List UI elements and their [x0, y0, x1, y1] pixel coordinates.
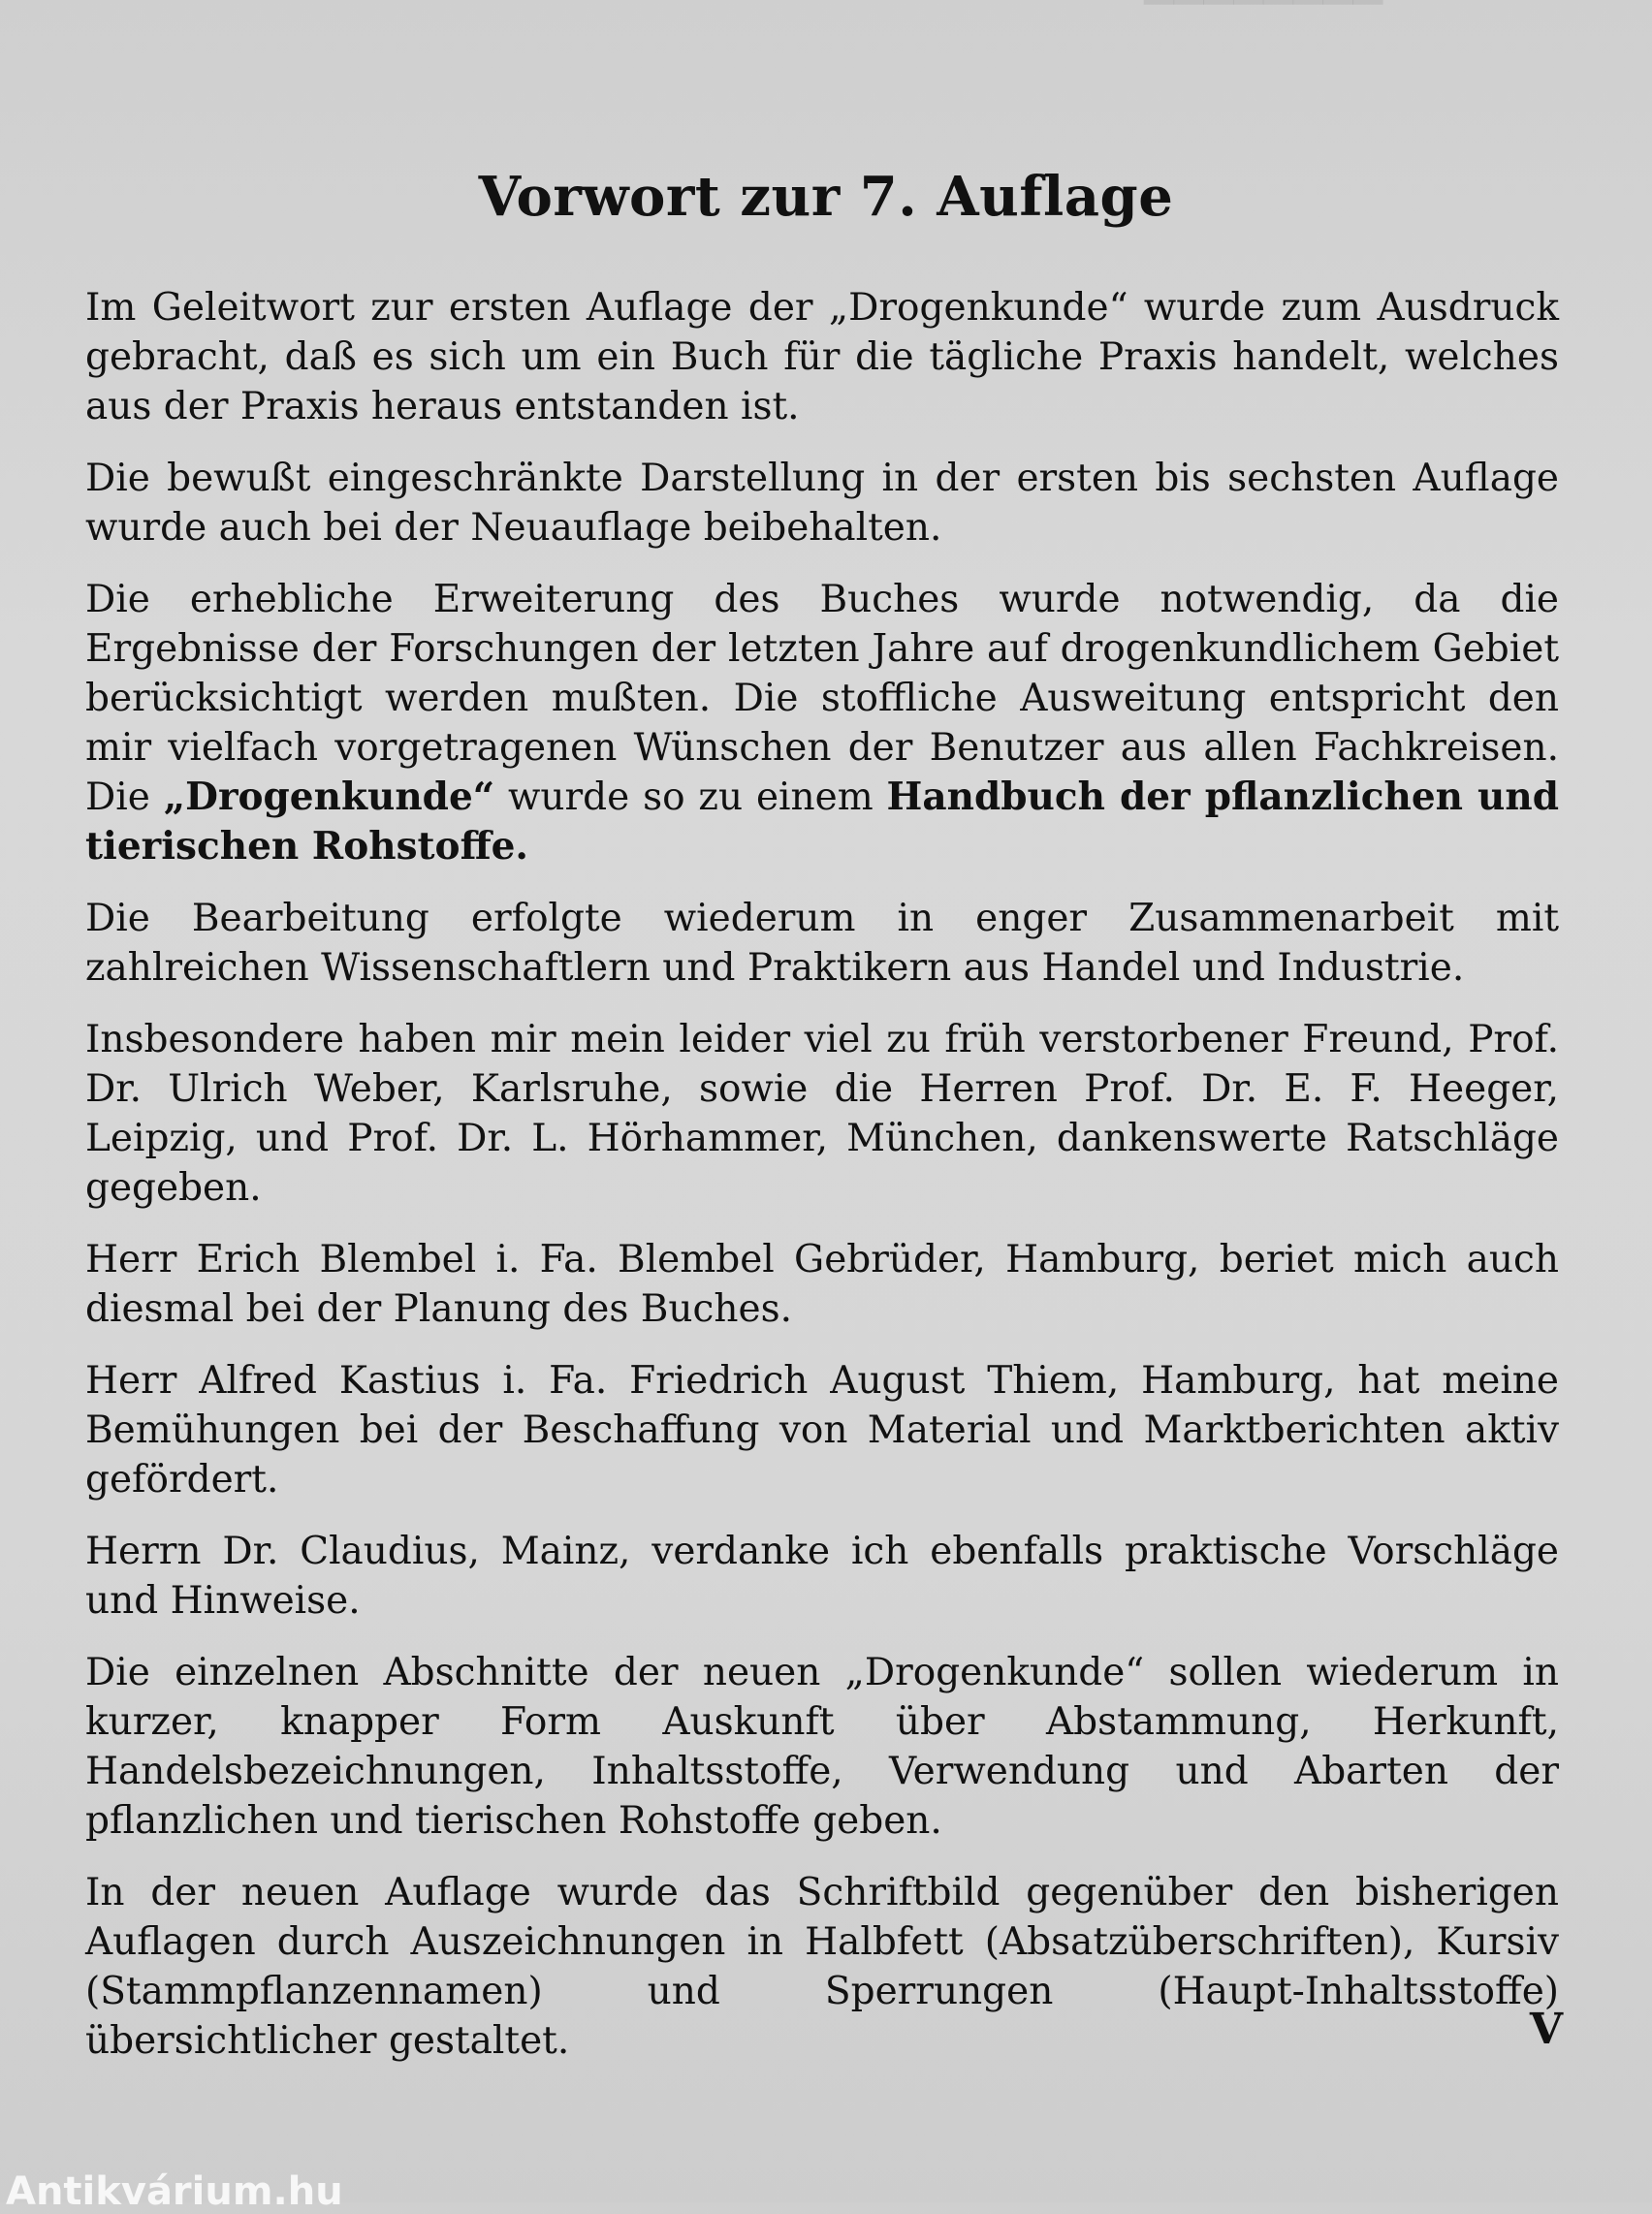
paragraph-3	[85, 575, 1559, 871]
paragraph-6: Herr Erich Blembel i. Fa. Blembel Gebrüder, Hamburg, beriet mich auch diesmal bei der Planung des Buches.	[85, 1238, 1559, 1331]
paragraph-8: Herrn Dr. Claudius, Mainz, verdanke ich ebenfalls praktische Vorschläge und Hinweise.	[85, 1530, 1559, 1623]
paragraph-3-bold-title: Handbuch der pflanzlichen und tierischen Rohstoffe.	[85, 775, 1560, 869]
paragraph-7: Herr Alfred Kastius i. Fa. Friedrich August Thiem, Hamburg, hat meine Bemühungen bei der Beschaffung von Material und Marktberichten aktiv gefördert.	[85, 1359, 1559, 1502]
page-title: Vorwort zur 7. Auflage	[478, 165, 1174, 229]
paragraph-5: Insbesondere haben mir mein leider viel zu früh verstorbener Freund, Prof. Dr. Ulrich Weber, Karlsruhe, sowie die Herren Prof. Dr. E. F. Heeger, Leipzig, und Prof. Dr. L. Hörhammer, München, dankenswerte Ratschläge gegeben.	[85, 1018, 1559, 1210]
paragraph-3-bold-name: „Drogenkunde“	[163, 775, 495, 819]
paragraph-1: Im Geleitwort zur ersten Auflage der „Drogenkunde“ wurde zum Ausdruck gebracht, daß es sich um ein Buch für die tägliche Praxis handelt, welches aus der Praxis heraus entstanden ist.	[85, 286, 1559, 428]
paragraph-10: In der neuen Auflage wurde das Schriftbild gegenüber den bisherigen Auflagen durch Auszeichnungen in Halbfett (Absatzüberschriften), Kursiv (Stammpflanzennamen) und Sperrungen (Haupt-Inhaltsstoffe) übersichtlicher gestaltet.	[85, 1871, 1559, 2063]
page-number: V	[1529, 2005, 1563, 2054]
preface-body	[85, 283, 1559, 2088]
watermark: Antikvárium.hu	[6, 2169, 343, 2214]
paragraph-9: Die einzelnen Abschnitte der neuen „Drogenkunde“ sollen wiederum in kurzer, knapper Form Auskunft über Abstammung, Herkunft, Handelsbezeichnungen, Inhaltsstoffe, Verwendung und Abarten der pflanzlichen und tierischen Rohstoffe geben.	[85, 1651, 1559, 1843]
show-through-decoration: ▔▔▔▔▔▔▔▔	[1144, 0, 1383, 45]
paragraph-3-middle: wurde so zu einem	[494, 775, 887, 819]
paragraph-3-text: Die erhebliche Erweiterung des Buches wurde notwendig, da die Ergebnisse der Forschungen der letzten Jahre auf drogenkundlichem Gebiet berücksichtigt werden mußten. Die stoffliche Ausweitung entspricht den mir vielfach vorgetragenen Wünschen der Benutzer aus allen Fachkreisen. Die	[85, 578, 1559, 819]
paragraph-2: Die bewußt eingeschränkte Darstellung in der ersten bis sechsten Auflage wurde auch bei der Neuauflage beibehalten.	[85, 457, 1559, 550]
paragraph-4: Die Bearbeitung erfolgte wiederum in enger Zusammenarbeit mit zahlreichen Wissenschaftlern und Praktikern aus Handel und Industrie.	[85, 897, 1559, 990]
